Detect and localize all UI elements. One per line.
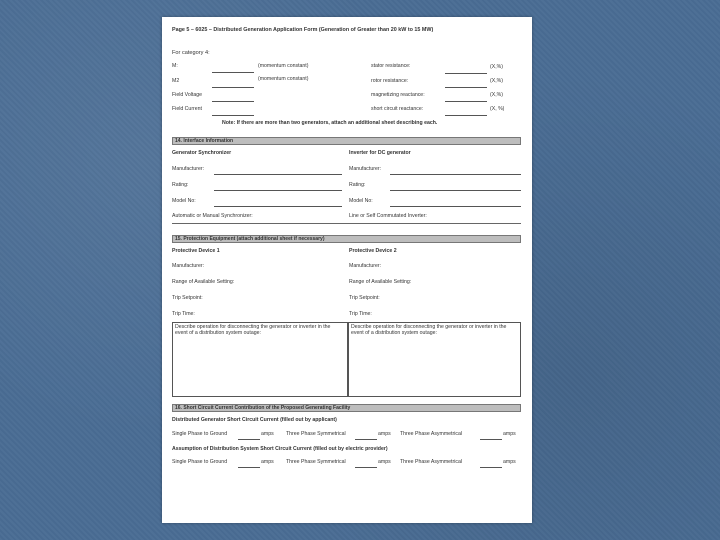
inverter-rating-label: Rating:: [349, 182, 366, 188]
magnetizing-reactance-label: magnetizing reactance:: [371, 92, 425, 98]
ds-three-sym-unit: amps: [378, 459, 391, 465]
magnetizing-reactance-input[interactable]: [445, 101, 487, 102]
dg-single-phase-input[interactable]: [238, 439, 260, 440]
sync-manufacturer-label: Manufacturer:: [172, 166, 205, 172]
field-voltage-label: Field Voltage: [172, 92, 202, 98]
device1-trip-time-label: Trip Time:: [172, 311, 195, 317]
field-current-input[interactable]: [212, 115, 254, 116]
inverter-manufacturer-input[interactable]: [390, 174, 521, 175]
field-m1-unit: (momentum constant): [258, 63, 309, 69]
device2-trip-time-label: Trip Time:: [349, 311, 372, 317]
short-circuit-reactance-input[interactable]: [445, 115, 487, 116]
dg-three-asym-input[interactable]: [480, 439, 502, 440]
section-14-header: [172, 137, 521, 145]
inverter-model-label: Model No:: [349, 198, 373, 204]
field-m1-input[interactable]: [212, 72, 254, 73]
section-15-header: [172, 235, 521, 243]
inverter-rating-input[interactable]: [390, 190, 521, 191]
field-voltage-input[interactable]: [212, 101, 254, 102]
dg-single-phase-label: Single Phase to Ground: [172, 431, 228, 437]
device2-range-label: Range of Available Setting:: [349, 279, 412, 285]
ds-three-sym-input[interactable]: [355, 467, 377, 468]
rotor-resistance-unit: (X,%): [490, 78, 503, 84]
section-14-divider: [172, 223, 521, 224]
stator-resistance-unit: (X,%): [490, 64, 503, 70]
page-title: Page 5 – 6025 – Distributed Generation Application Form (Generation of Greater than 20 kW to 15 MW): [172, 27, 434, 33]
ds-three-asym-unit: amps: [503, 459, 516, 465]
section-16-header: [172, 404, 521, 412]
dg-three-asym-unit: amps: [503, 431, 516, 437]
sync-model-input[interactable]: [214, 206, 342, 207]
field-m1-label: M:: [172, 63, 178, 69]
inverter-title: Inverter for DC generator: [349, 150, 411, 156]
device2-description-text: Describe operation for disconnecting the generator or inverter in the event of a distribution system outage:: [351, 324, 507, 336]
section-16-title: 16. Short Circuit Current Contribution of the Proposed Generating Facility: [175, 405, 351, 411]
section-14-title: 14. Interface Information: [175, 138, 234, 144]
generator-note: Note: If there are more than two generators, attach an additional sheet describing each.: [222, 120, 438, 126]
dg-three-sym-label: Three Phase Symmetrical: [286, 431, 346, 437]
ds-single-phase-unit: amps: [261, 459, 274, 465]
ds-single-phase-label: Single Phase to Ground: [172, 459, 228, 465]
rotor-resistance-input[interactable]: [445, 87, 487, 88]
sync-type-label: Automatic or Manual Synchronizer:: [172, 213, 253, 219]
form-page: [162, 17, 532, 523]
dg-three-sym-unit: amps: [378, 431, 391, 437]
field-m2-unit: (momentum constant): [258, 76, 309, 82]
ds-short-circuit-title: Assumption of Distribution System Short Circuit Current (filled out by electric provider): [172, 446, 388, 452]
ds-single-phase-input[interactable]: [238, 467, 260, 468]
protective-device-2-title: Protective Device 2: [349, 248, 397, 254]
rotor-resistance-label: rotor resistance:: [371, 78, 409, 84]
short-circuit-reactance-label: short circuit reactance:: [371, 106, 424, 112]
sync-rating-input[interactable]: [214, 190, 342, 191]
device2-description-box[interactable]: [348, 322, 521, 397]
ds-three-asym-input[interactable]: [480, 467, 502, 468]
section-15-title: 15. Protection Equipment (attach additional sheet if necessary): [175, 236, 325, 242]
field-current-label: Field Current: [172, 106, 202, 112]
device2-setpoint-label: Trip Setpoint:: [349, 295, 380, 301]
dg-three-sym-input[interactable]: [355, 439, 377, 440]
dg-single-phase-unit: amps: [261, 431, 274, 437]
field-m2-label: M2: [172, 78, 180, 84]
device1-manufacturer-label: Manufacturer:: [172, 263, 205, 269]
short-circuit-reactance-unit: (X, %): [490, 106, 505, 112]
ds-three-asym-label: Three Phase Asymmetrical: [400, 459, 462, 465]
protective-device-1-title: Protective Device 1: [172, 248, 220, 254]
device1-range-label: Range of Available Setting:: [172, 279, 235, 285]
inverter-manufacturer-label: Manufacturer:: [349, 166, 382, 172]
stator-resistance-label: stator resistance:: [371, 63, 411, 69]
generator-synchronizer-title: Generator Synchronizer: [172, 150, 232, 156]
device1-setpoint-label: Trip Setpoint:: [172, 295, 203, 301]
dg-three-asym-label: Three Phase Asymmetrical: [400, 431, 462, 437]
field-m2-input[interactable]: [212, 87, 254, 88]
magnetizing-reactance-unit: (X,%): [490, 92, 503, 98]
device1-description-box[interactable]: [172, 322, 348, 397]
ds-three-sym-label: Three Phase Symmetrical: [286, 459, 346, 465]
dg-short-circuit-title: Distributed Generator Short Circuit Current (filled out by applicant): [172, 417, 337, 423]
stator-resistance-input[interactable]: [445, 73, 487, 74]
inverter-type-label: Line or Self Commutated Inverter:: [349, 213, 427, 219]
sync-rating-label: Rating:: [172, 182, 189, 188]
device1-description-text: Describe operation for disconnecting the generator or inverter in the event of a distribution system outage:: [175, 324, 331, 336]
sync-manufacturer-input[interactable]: [214, 174, 342, 175]
category-label: For category 4:: [172, 50, 210, 56]
inverter-model-input[interactable]: [390, 206, 521, 207]
sync-model-label: Model No:: [172, 198, 196, 204]
device2-manufacturer-label: Manufacturer:: [349, 263, 382, 269]
